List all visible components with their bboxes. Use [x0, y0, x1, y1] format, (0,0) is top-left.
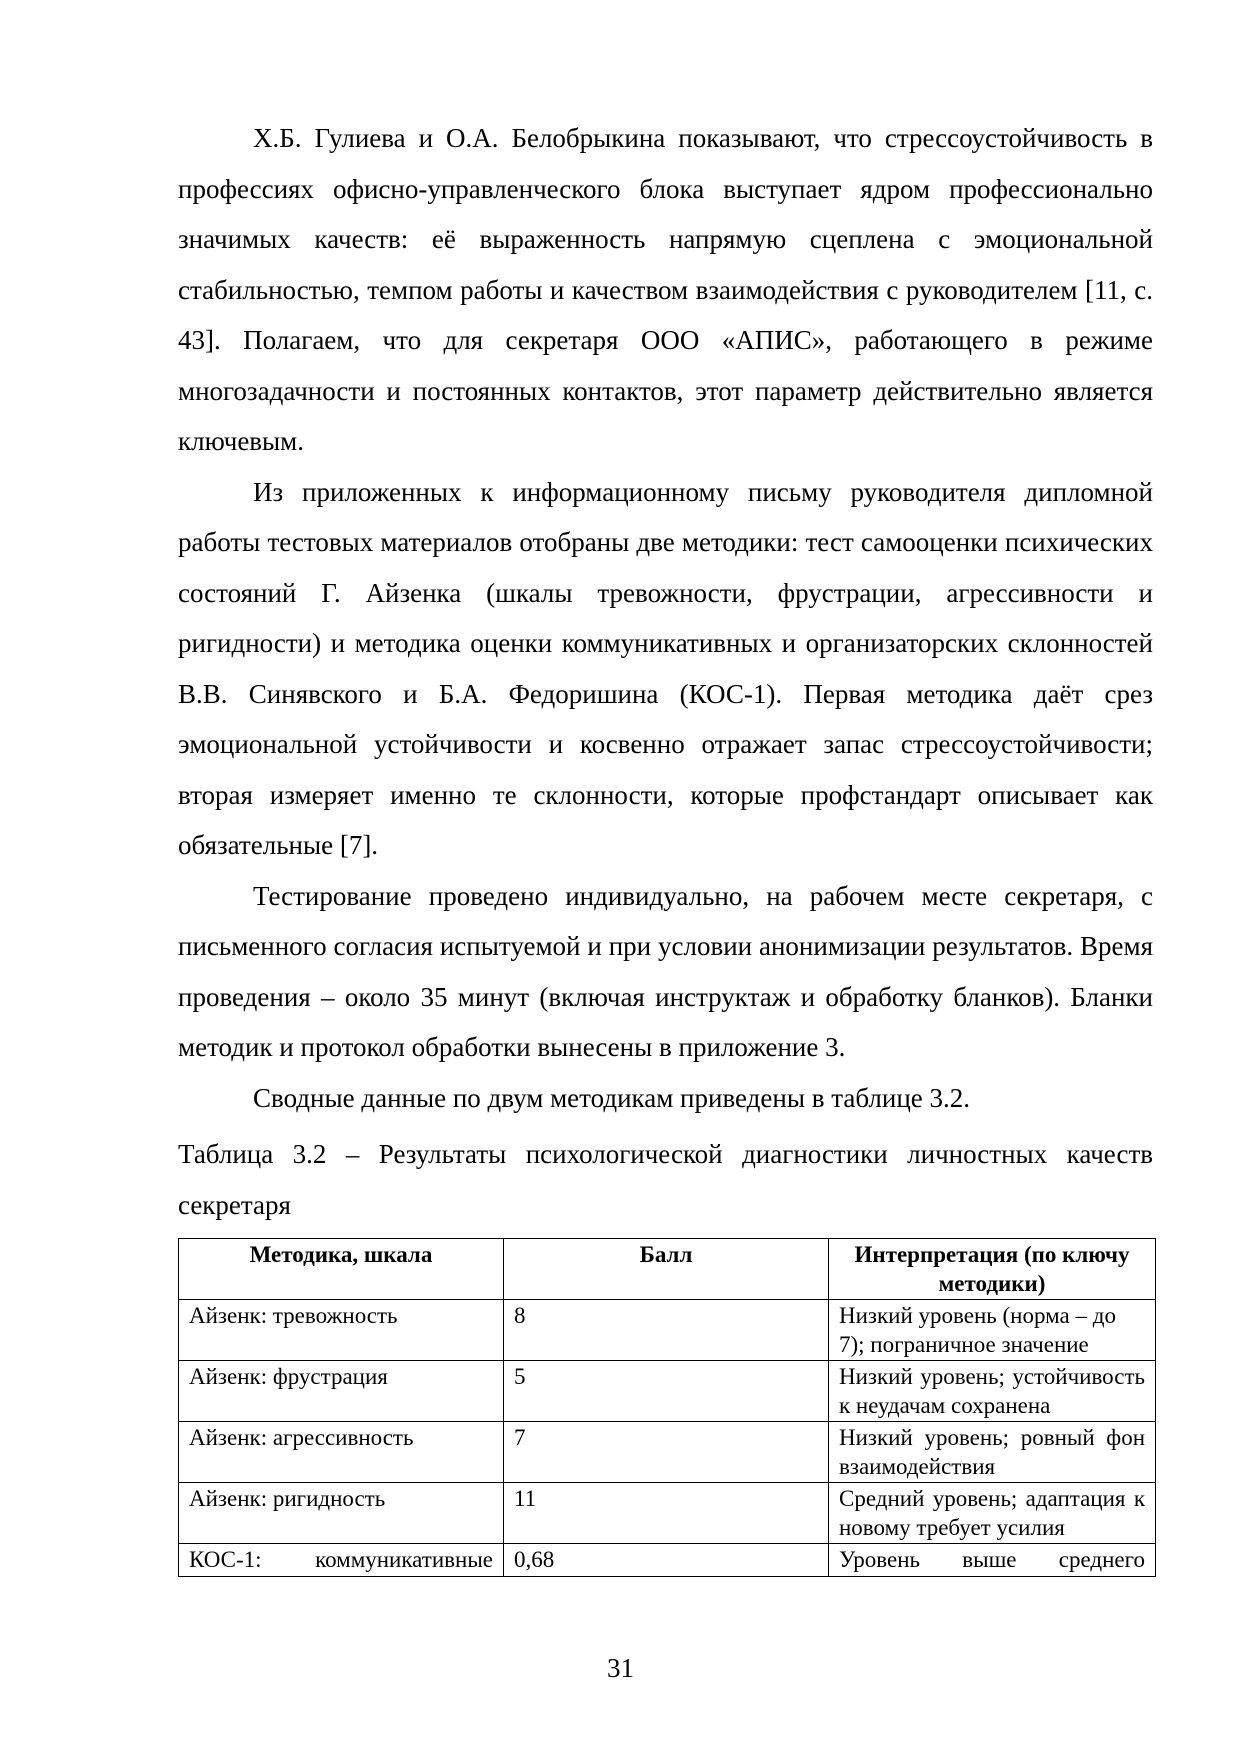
paragraph-1: Х.Б. Гулиева и О.А. Белобрыкина показывают, что стрессоустойчивость в профессиях офисно-управленческого блока выступает ядром профессионально значимых качеств: её выраженность напрямую сцеплена с эмоциональной стабильностью, темпом работы и качеством взаимодействия с руководителем [11, с. 43]. Полагаем, что для секретаря ООО «АПИС», работающего в режиме многозадачности и постоянных контактов, этот параметр действительно является ключевым. — [178, 123, 1153, 456]
page-number: 31 — [607, 1653, 634, 1683]
cell-scale: Айзенк: ригидность — [179, 1483, 504, 1544]
cell-score: 11 — [504, 1483, 829, 1544]
cell-scale: КОС-1: коммуникативные — [179, 1544, 504, 1577]
table-caption: Таблица 3.2 – Результаты психологической диагностики личностных качеств секретаря — [178, 1139, 1153, 1220]
cell-score: 0,68 — [504, 1544, 829, 1577]
header-interpretation: Интерпретация (по ключу методики) — [829, 1239, 1156, 1300]
cell-interpretation: Средний уровень; адаптация к новому требует усилия — [829, 1483, 1156, 1544]
cell-score: 8 — [504, 1300, 829, 1361]
cell-score: 7 — [504, 1422, 829, 1483]
table-row — [179, 1300, 1156, 1361]
table-row — [179, 1422, 1156, 1483]
cell-score: 5 — [504, 1361, 829, 1422]
cell-interpretation: Низкий уровень (норма – до 7); пограничное значение — [829, 1300, 1156, 1361]
results-table — [178, 1238, 1156, 1577]
paragraph-3: Тестирование проведено индивидуально, на рабочем месте секретаря, с письменного согласия испытуемой и при условии анонимизации результатов. Время проведения – около 35 минут (включая инструктаж и обработку бланков). Бланки методик и протокол обработки вынесены в приложение 3. — [178, 880, 1153, 1062]
table-header-row — [179, 1239, 1156, 1300]
paragraph-4: Сводные данные по двум методикам приведены в таблице 3.2. — [253, 1082, 971, 1113]
paragraph-2: Из приложенных к информационному письму руководителя дипломной работы тестовых материалов отобраны две методики: тест самооценки психических состояний Г. Айзенка (шкалы тревожности, фрустрации, агрессивности и ригидности) и методика оценки коммуникативных и организаторских склонностей В.В. Синявского и Б.А. Федоришина (КОС-1). Первая методика даёт срез эмоциональной устойчивости и косвенно отражает запас стрессоустойчивости; вторая измеряет именно те склонности, которые профстандарт описывает как обязательные [7]. — [178, 476, 1153, 860]
cell-scale: Айзенк: агрессивность — [179, 1422, 504, 1483]
cell-scale: Айзенк: тревожность — [179, 1300, 504, 1361]
cell-scale: Айзенк: фрустрация — [179, 1361, 504, 1422]
header-score: Балл — [504, 1239, 829, 1300]
table-row — [179, 1544, 1156, 1577]
table-row — [179, 1361, 1156, 1422]
table-row — [179, 1483, 1156, 1544]
cell-interpretation: Низкий уровень; ровный фон взаимодействия — [829, 1422, 1156, 1483]
page-content — [178, 113, 1153, 1577]
cell-interpretation: Низкий уровень; устойчивость к неудачам сохранена — [829, 1361, 1156, 1422]
cell-interpretation: Уровень выше среднего — [829, 1544, 1156, 1577]
header-scale: Методика, шкала — [179, 1239, 504, 1300]
